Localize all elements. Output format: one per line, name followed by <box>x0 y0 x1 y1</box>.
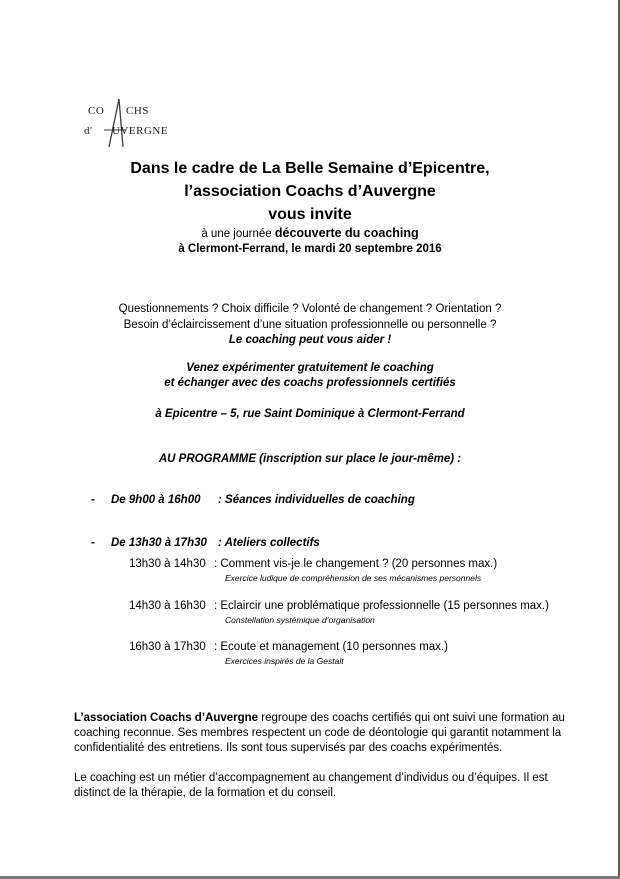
logo-text-d: d' <box>84 125 93 137</box>
header-line-4-bold: découverte du coaching <box>274 226 419 240</box>
workshop-3-subtitle: Exercices inspirés de la Gestalt <box>225 656 344 666</box>
workshop-2-title: : Eclaircir une problématique professionnelle (15 personnes max.) <box>214 600 549 612</box>
about-paragraph-2-line-1: Le coaching est un métier d’accompagnement au changement d’individus ou d’équipes. Il est <box>74 772 548 784</box>
logo-text-co: CO <box>88 105 105 117</box>
header-line-5: à Clermont-Ferrand, le mardi 20 septembre 2016 <box>178 243 442 255</box>
workshop-2-subtitle: Constellation systémique d’organisation <box>225 615 375 625</box>
intro-coaching-help: Le coaching peut vous aider ! <box>228 334 392 346</box>
program-item-2-label: : Ateliers collectifs <box>218 537 320 549</box>
logo-text-uvergne: UVERGNE <box>112 125 169 137</box>
workshop-3-time: 16h30 à 17h30 <box>129 641 206 653</box>
about-paragraph-1-line-1-rest: regroupe des coachs certifiés qui ont suivi une formation au <box>258 712 565 724</box>
workshop-2-time: 14h30 à 16h30 <box>129 600 206 612</box>
program-item-2-time: De 13h30 à 17h30 <box>111 537 207 549</box>
logo-a-mark-icon <box>82 95 182 151</box>
intro-question-2: Besoin d’éclaircissement d’une situation professionnelle ou personnelle ? <box>123 319 497 331</box>
coachs-auvergne-logo <box>82 95 182 151</box>
about-paragraph-1-line-1 <box>74 712 565 724</box>
about-paragraph-1-line-3: confidentialité des entretiens. Ils sont tous supervisés par des coachs expérimentés. <box>74 742 503 754</box>
intro-address: à Epicentre – 5, rue Saint Dominique à Clermont-Ferrand <box>155 408 465 420</box>
program-heading: AU PROGRAMME (inscription sur place le jour-même) : <box>158 453 462 465</box>
header-line-3: vous invite <box>268 206 352 223</box>
header-line-4 <box>0 226 620 240</box>
program-item-1-dash: - <box>91 494 95 506</box>
intro-venez-2: et échanger avec des coachs professionnels certifiés <box>164 377 456 389</box>
header-line-1: Dans le cadre de La Belle Semaine d’Epicentre, <box>130 160 490 177</box>
workshop-1-time: 13h30 à 14h30 <box>129 558 206 570</box>
workshop-3-title: : Ecoute et management (10 personnes max.) <box>214 641 448 653</box>
workshop-1-title: : Comment vis-je le changement ? (20 personnes max.) <box>214 558 498 570</box>
workshop-1-subtitle: Exercice ludique de compréhension de ses mécanismes personnels <box>225 573 482 583</box>
program-item-1-label: : Séances individuelles de coaching <box>218 494 415 506</box>
about-paragraph-2-line-2: distinct de la thérapie, de la formation et du conseil. <box>74 787 337 799</box>
header-line-2: l’association Coachs d’Auvergne <box>184 183 436 200</box>
logo-text-chs: CHS <box>126 105 149 117</box>
about-paragraph-1-line-2: coaching reconnue. Ses membres respectent un code de déontologie qui garantit notamment la <box>74 727 562 739</box>
intro-question-1: Questionnements ? Choix difficile ? Volonté de changement ? Orientation ? <box>118 303 502 315</box>
program-item-2-dash: - <box>91 537 95 549</box>
about-association-name: L’association Coachs d’Auvergne <box>74 712 259 724</box>
program-item-1-time: De 9h00 à 16h00 <box>111 494 201 506</box>
intro-venez-1: Venez expérimenter gratuitement le coaching <box>186 362 434 374</box>
header-line-4-prefix: à une journée <box>201 228 275 240</box>
